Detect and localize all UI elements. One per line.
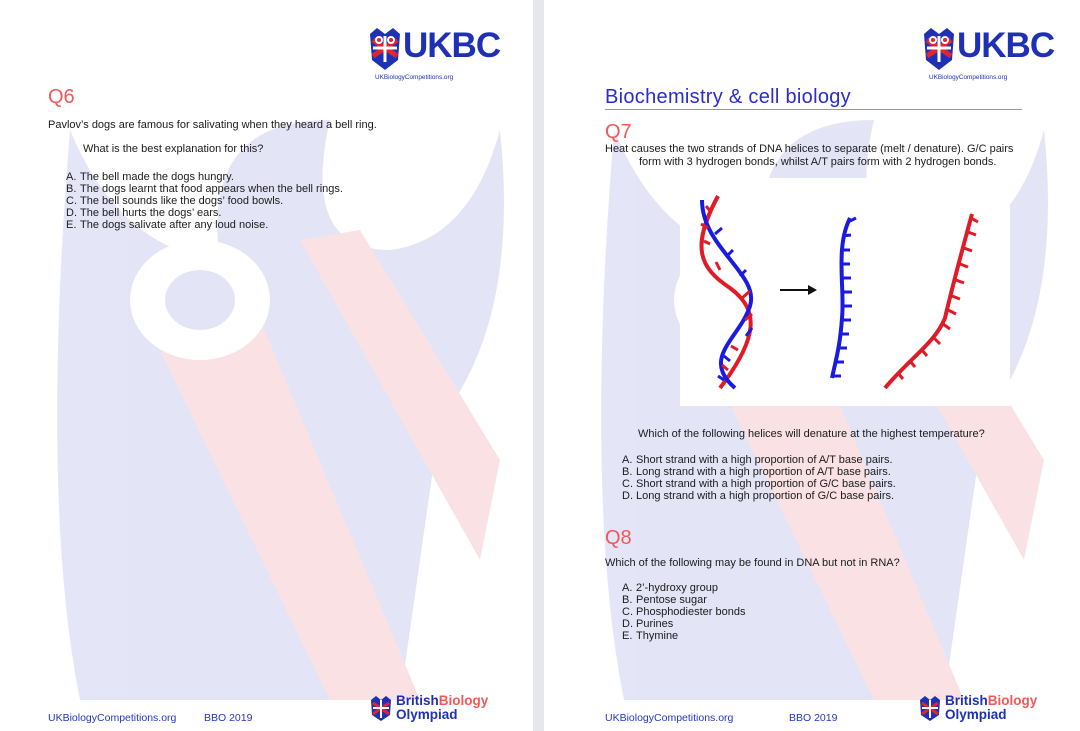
answer-option[interactable]: A. The bell made the dogs hungry. [66, 171, 234, 183]
bbo-logo: BritishBiology Olympiad [919, 693, 1029, 727]
question-stem: Heat causes the two strands of DNA helices to separate (melt / denature). G/C pairs form with 3 hydrogen bonds, whilst A/T pairs form with 2 hydrogen bonds. [605, 143, 1014, 168]
section-divider [605, 109, 1022, 110]
answer-option[interactable]: E. Thymine [622, 630, 679, 642]
answer-option[interactable]: B. The dogs learnt that food appears when the bell rings. [66, 183, 343, 195]
answer-option[interactable]: D. Long strand with a high proportion of G/C base pairs. [622, 490, 895, 502]
logo-wordmark: UKBC [403, 26, 501, 65]
ukbc-logo [367, 26, 501, 86]
footer-site: UKBiologyCompetitions.org [48, 712, 177, 724]
answer-option[interactable]: E. The dogs salivate after any loud noise. [66, 219, 269, 231]
question-number: Q7 [605, 121, 632, 143]
owl-icon [921, 26, 957, 70]
owl-icon [919, 695, 941, 721]
logo-site: UKBiologyCompetitions.org [375, 74, 454, 81]
answer-option[interactable]: B. Long strand with a high proportion of A/T base pairs. [622, 466, 891, 478]
owl-icon [370, 695, 392, 721]
footer-site: UKBiologyCompetitions.org [605, 712, 734, 724]
footer-edition: BBO 2019 [204, 712, 253, 724]
answer-option[interactable]: A. Short strand with a high proportion of A/T base pairs. [622, 454, 893, 466]
answer-option[interactable]: C. Short strand with a high proportion of G/C base pairs. [622, 478, 896, 490]
question-number: Q6 [48, 86, 75, 108]
logo-wordmark: UKBC [957, 26, 1055, 65]
page-left [0, 0, 533, 731]
answer-option[interactable]: A. 2’-hydroxy group [622, 582, 718, 594]
page-right [544, 0, 1080, 731]
question-number: Q8 [605, 527, 632, 549]
answer-options [622, 454, 896, 502]
ukbc-logo [921, 26, 1055, 86]
answer-options [622, 582, 745, 642]
answer-option[interactable]: D. The bell hurts the dogs’ ears. [66, 207, 222, 219]
answer-option[interactable]: D. Purines [622, 618, 674, 630]
answer-option[interactable]: C. Phosphodiester bonds [622, 606, 746, 618]
answer-option[interactable]: B. Pentose sugar [622, 594, 707, 606]
bbo-logo: BritishBiology Olympiad [370, 693, 480, 727]
logo-site: UKBiologyCompetitions.org [929, 74, 1008, 81]
footer-edition: BBO 2019 [789, 712, 838, 724]
dna-denaturation-figure [680, 178, 1010, 406]
answer-options [66, 171, 343, 231]
question-prompt: What is the best explanation for this? [83, 143, 264, 155]
owl-icon [367, 26, 403, 70]
section-title: Biochemistry & cell biology [605, 86, 851, 108]
answer-option[interactable]: C. The bell sounds like the dogs’ food bowls. [66, 195, 284, 207]
question-stem: Which of the following may be found in DNA but not in RNA? [605, 557, 900, 569]
question-stem: Pavlov’s dogs are famous for salivating when they heard a bell ring. [48, 119, 377, 131]
question-prompt: Which of the following helices will denature at the highest temperature? [638, 428, 985, 440]
